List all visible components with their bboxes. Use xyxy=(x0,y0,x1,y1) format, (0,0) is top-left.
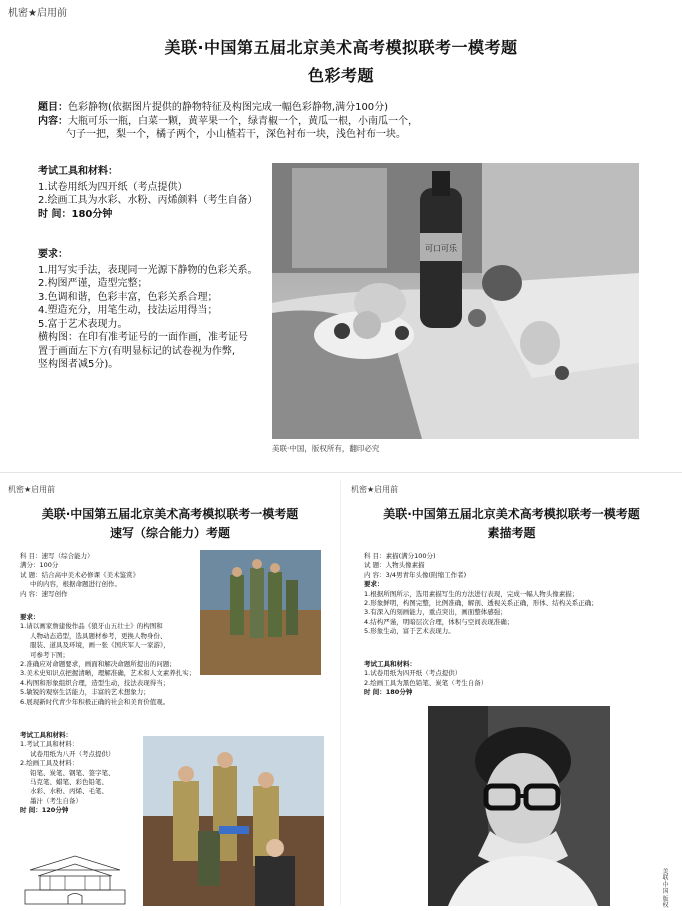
confidential-mark: 机密★启用前 xyxy=(8,8,67,19)
left-req-item: 6.展现新时代青少年积极正确的社会和美育价值观。 xyxy=(20,697,170,706)
right-tools-heading: 考试工具和材料： xyxy=(364,660,416,668)
left-info-item: 内 容：速写创作 xyxy=(20,589,68,598)
left-tools-item: 试卷用纸为八开（考点提供） xyxy=(30,749,115,758)
tools-item: 2.绘画工具为水彩、水粉、丙烯颜料（考生自备） xyxy=(38,195,258,206)
tools-section xyxy=(38,165,268,221)
left-tools-heading: 考试工具和材料： xyxy=(20,731,72,739)
copyright-caption: 美联·中国，版权所有，翻印必究 xyxy=(272,444,380,453)
topic-text: 色彩静物(依据图片提供的静物特征及构图完成一幅色彩静物,满分100分) xyxy=(68,102,389,113)
requirement-item: 1.用写实手法，表现同一光源下静物的色彩关系。 xyxy=(38,264,258,276)
section-divider xyxy=(0,472,682,473)
right-info-item: 2.形象鲜明，构图完整，比例准确，解剖、透视关系正确，形体、结构关系正确； xyxy=(364,599,598,608)
right-info-item: 3.有深入的刻画能力，重点突出，画面整体感强； xyxy=(364,608,507,617)
left-req-item: 2.准确应对命题要求，画面和解决命题所提出的问题； xyxy=(20,660,176,669)
confidential-mark-left: 机密★启用前 xyxy=(8,485,56,494)
right-info-item: 内 容：3/4男青年头像(附缩工作者) xyxy=(364,570,467,579)
right-info-item: 1.根据所图所示，选用素描写生的方法进行表现，完成一幅人物头像素描； xyxy=(364,589,579,598)
right-subtitle: 素描考题 xyxy=(487,526,536,540)
left-info-item: 满分：100分 xyxy=(20,561,59,570)
left-tools-item: 墨汁（考生自备） xyxy=(30,796,82,805)
right-tools-item: 1.试卷用纸为四开纸（考点提供） xyxy=(364,669,462,678)
left-req-item: 1.请以画家詹建俊作品《狼牙山五壮士》的构图和 xyxy=(20,622,163,631)
tools-heading: 考试工具和材料： xyxy=(38,166,118,177)
time-line: 时 间：180分钟 xyxy=(38,208,113,220)
left-tools-item: 马克笔、蜡笔、彩色铅笔、 xyxy=(30,778,108,787)
right-info-item: 试 题：人物头像素描 xyxy=(364,561,425,570)
left-requirements xyxy=(20,613,215,707)
gate-sketch-illustration xyxy=(20,850,130,906)
left-req-item: 人物动态造型，选具题材参考，更换人物身份、 xyxy=(30,631,167,640)
left-time-line: 时 间：120分钟 xyxy=(20,806,69,815)
painting-illustration xyxy=(200,550,321,675)
page-title: 美联·中国第五届北京美术高考模拟联考一模考题 xyxy=(164,38,518,57)
left-req-item: 可参考下图； xyxy=(30,650,69,659)
still-life-illustration xyxy=(272,163,639,439)
topic-line xyxy=(38,101,638,115)
topic-section xyxy=(38,101,638,142)
right-info-item: 5.形象生动，富于艺术表现力。 xyxy=(364,627,455,636)
left-info-item: 科 目：速写（综合能力） xyxy=(20,552,94,560)
content-label: 内容： xyxy=(38,115,68,127)
left-tools xyxy=(20,731,145,816)
requirement-item: 竖构图者减5分)。 xyxy=(38,359,119,370)
left-tools-item: 铅笔、炭笔、钢笔、签字笔、 xyxy=(30,768,115,777)
left-title: 美联·中国第五届北京美术高考模拟联考一模考题 xyxy=(41,507,299,521)
left-tools-item: 水彩、水粉、丙烯、毛笔、 xyxy=(30,787,108,796)
requirement-item: 5.富于艺术表现力。 xyxy=(38,318,128,330)
family-photo-illustration xyxy=(143,736,324,906)
family-photo xyxy=(143,736,324,906)
left-tools-item: 2.绘画工具及材料： xyxy=(20,759,79,768)
requirement-item: 3.色调和谐，色彩丰富，色彩关系合理； xyxy=(38,291,218,303)
left-info-item: 中的内容，根据命题进行创作。 xyxy=(30,580,121,589)
right-info-item: 4.结构严谨，明暗层次合理，体积与空间表现准确； xyxy=(364,617,514,626)
left-req-item: 4.构图和形象组织合理，造型生动，技法表现得当； xyxy=(20,678,170,687)
requirement-item: 2.构图严谨，造型完整； xyxy=(38,278,148,289)
side-copyright-note: 美联·中国 版权 xyxy=(661,868,668,908)
column-divider xyxy=(340,480,341,905)
requirement-item: 横构图：在印有准考证号的一面作画，准考证号 xyxy=(38,332,248,343)
still-life-photo xyxy=(272,163,639,439)
gate-sketch xyxy=(20,850,130,906)
left-info-item: 试 题：结合高中美术必修课《美术鉴赏》 xyxy=(20,570,140,579)
requirements-heading: 要求： xyxy=(38,249,68,260)
right-info-item: 科 目：素描(满分100分) xyxy=(364,552,436,560)
bottle-label: 可口可乐 xyxy=(425,244,457,253)
content-line xyxy=(38,115,638,129)
page-subtitle: 色彩考题 xyxy=(307,66,374,85)
left-subtitle: 速写（综合能力）考题 xyxy=(109,526,230,540)
requirements-section xyxy=(38,248,268,372)
portrait-illustration xyxy=(428,706,610,906)
confidential-mark-right: 机密★启用前 xyxy=(351,485,399,494)
reference-painting xyxy=(200,550,321,675)
right-tools xyxy=(364,660,564,698)
right-info-item: 要求： xyxy=(364,580,384,589)
requirement-item: 置于画面左下方(有明显标记的试卷视为作弊, xyxy=(38,345,236,357)
left-info xyxy=(20,552,195,599)
left-req-heading: 要求： xyxy=(20,613,40,621)
content-text-1: 大瓶可乐一瓶，白菜一颗，黄苹果一个，绿青椒一个，黄瓜一根，小南瓜一个， xyxy=(68,115,418,127)
tools-item: 1.试卷用纸为四开纸（考点提供） xyxy=(38,181,188,193)
right-info xyxy=(364,552,664,637)
left-tools-item: 1.考试工具和材料： xyxy=(20,740,79,749)
content-text-2: 勺子一把，梨一个，橘子两个，小山楂若干，深色衬布一块，浅色衬布一块。 xyxy=(66,129,406,140)
requirement-item: 4.塑造充分，用笔生动，技法运用得当； xyxy=(38,305,218,316)
right-time-line: 时 间：180分钟 xyxy=(364,688,413,697)
left-req-item: 3.美术史知识点把握清晰，理解准确，艺术和人文素养扎实； xyxy=(20,669,196,678)
portrait-photo xyxy=(428,706,610,906)
right-tools-item: 2.绘画工具为黑色铅笔、炭笔（考生自备） xyxy=(364,678,488,687)
right-title: 美联·中国第五届北京美术高考模拟联考一模考题 xyxy=(383,507,640,521)
topic-label: 题目： xyxy=(38,102,68,113)
left-req-item: 5.敏锐的观察生活能力，丰富的艺术想象力； xyxy=(20,688,150,697)
left-req-item: 服装、道具及环境，画一张《国庆军人一家游》， xyxy=(30,641,170,650)
